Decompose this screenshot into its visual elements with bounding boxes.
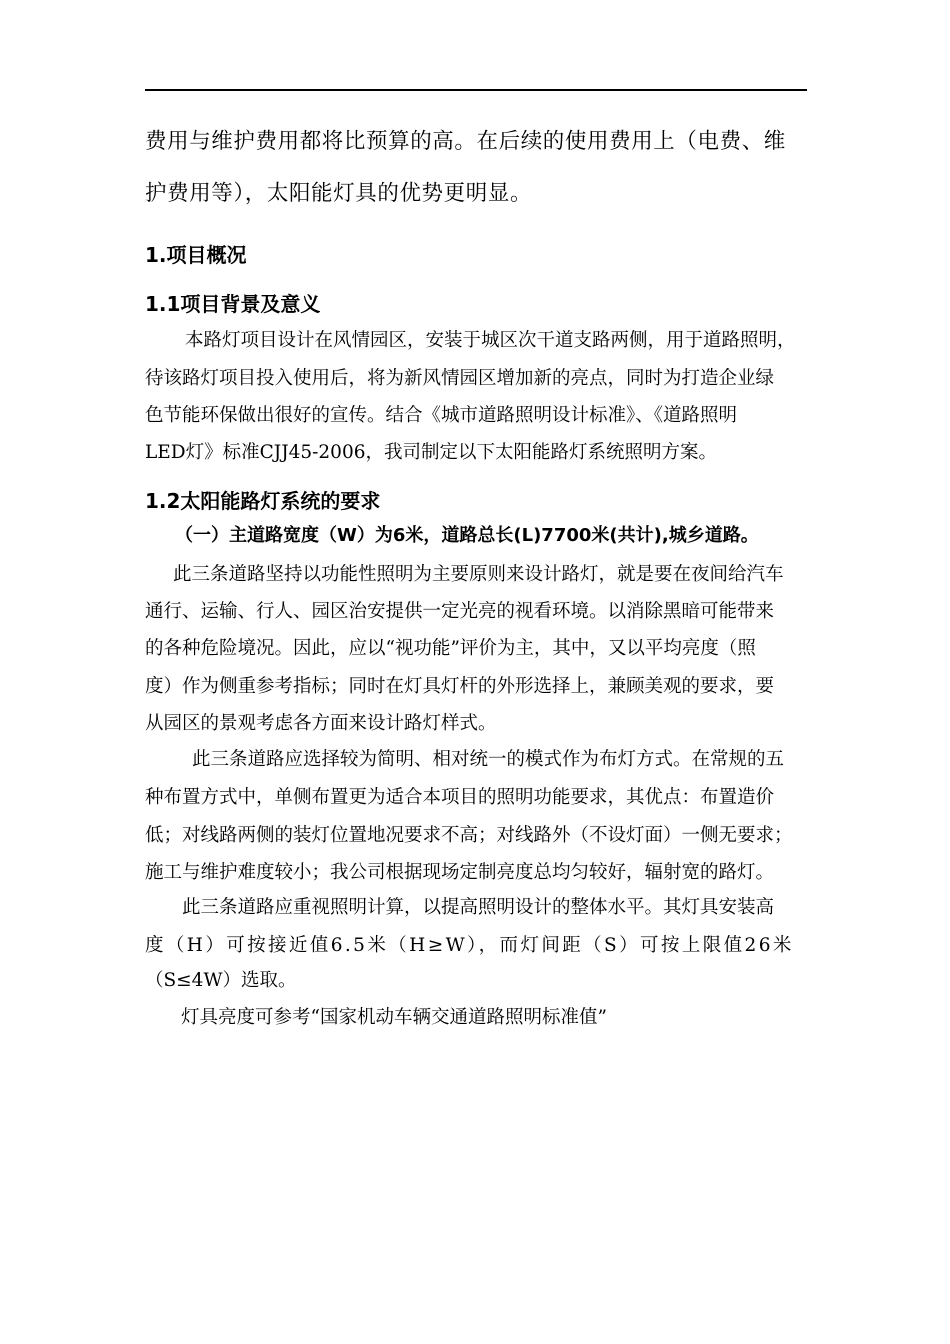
- paragraph-line: 低；对线路两侧的装灯位置地况要求不高；对线路外（不设灯面）一侧无要求；: [145, 825, 793, 846]
- requirement-line: （一）主道路宽度（W）为6米，道路总长(L)7700米(共计),城乡道路。: [175, 525, 759, 546]
- paragraph-line: 此三条道路应选择较为简明、相对统一的模式作为布灯方式。在常规的五: [192, 749, 785, 770]
- paragraph-line: 施工与维护难度较小；我公司根据现场定制亮度总均匀较好，辐射宽的路灯。: [145, 862, 775, 883]
- paragraph-line: 此三条道路应重视照明计算，以提高照明设计的整体水平。其灯具安装高: [182, 897, 775, 918]
- paragraph-line: 色节能环保做出很好的宣传。结合《城市道路照明设计标准》、《道路照明: [145, 405, 738, 426]
- paragraph-line: 灯具亮度可参考“国家机动车辆交通道路照明标准值”: [181, 1007, 607, 1028]
- paragraph-line: 的各种危险境况。因此，应以“视功能”评价为主，其中，又以平均亮度（照: [145, 638, 756, 659]
- paragraph-line: 从园区的景观考虑各方面来设计路灯样式。: [145, 713, 497, 734]
- subsection-heading: 1.1项目背景及意义: [145, 292, 321, 316]
- header-rule: [145, 89, 807, 91]
- paragraph-line: LED灯》标准CJJ45-2006，我司制定以下太阳能路灯系统照明方案。: [145, 442, 717, 463]
- paragraph-line: 此三条道路坚持以功能性照明为主要原则来设计路灯，就是要在夜间给汽车: [173, 564, 784, 585]
- paragraph-line: 本路灯项目设计在风情园区，安装于城区次干道支路两侧，用于道路照明，: [185, 330, 796, 351]
- paragraph-line: 度（H）可按接近值6.5米（H≥W），而灯间距（S）可按上限值26米: [145, 935, 794, 956]
- section-heading: 1.项目概况: [145, 243, 247, 267]
- paragraph-line: 通行、运输、行人、园区治安提供一定光亮的视看环境。以消除黑暗可能带来: [145, 601, 775, 622]
- intro-line: 护费用等），太阳能灯具的优势更明显。: [145, 181, 533, 206]
- intro-line: 费用与维护费用都将比预算的高。在后续的使用费用上（电费、维: [145, 129, 786, 154]
- subsection-heading: 1.2太阳能路灯系统的要求: [145, 489, 381, 513]
- paragraph-line: 待该路灯项目投入使用后，将为新风情园区增加新的亮点，同时为打造企业绿: [145, 368, 775, 389]
- paragraph-line: 度）作为侧重参考指标；同时在灯具灯杆的外形选择上，兼顾美观的要求，要: [145, 676, 775, 697]
- paragraph-line: 种布置方式中，单侧布置更为适合本项目的照明功能要求，其优点：布置造价: [145, 787, 775, 808]
- paragraph-line: （S≤4W）选取。: [145, 970, 297, 991]
